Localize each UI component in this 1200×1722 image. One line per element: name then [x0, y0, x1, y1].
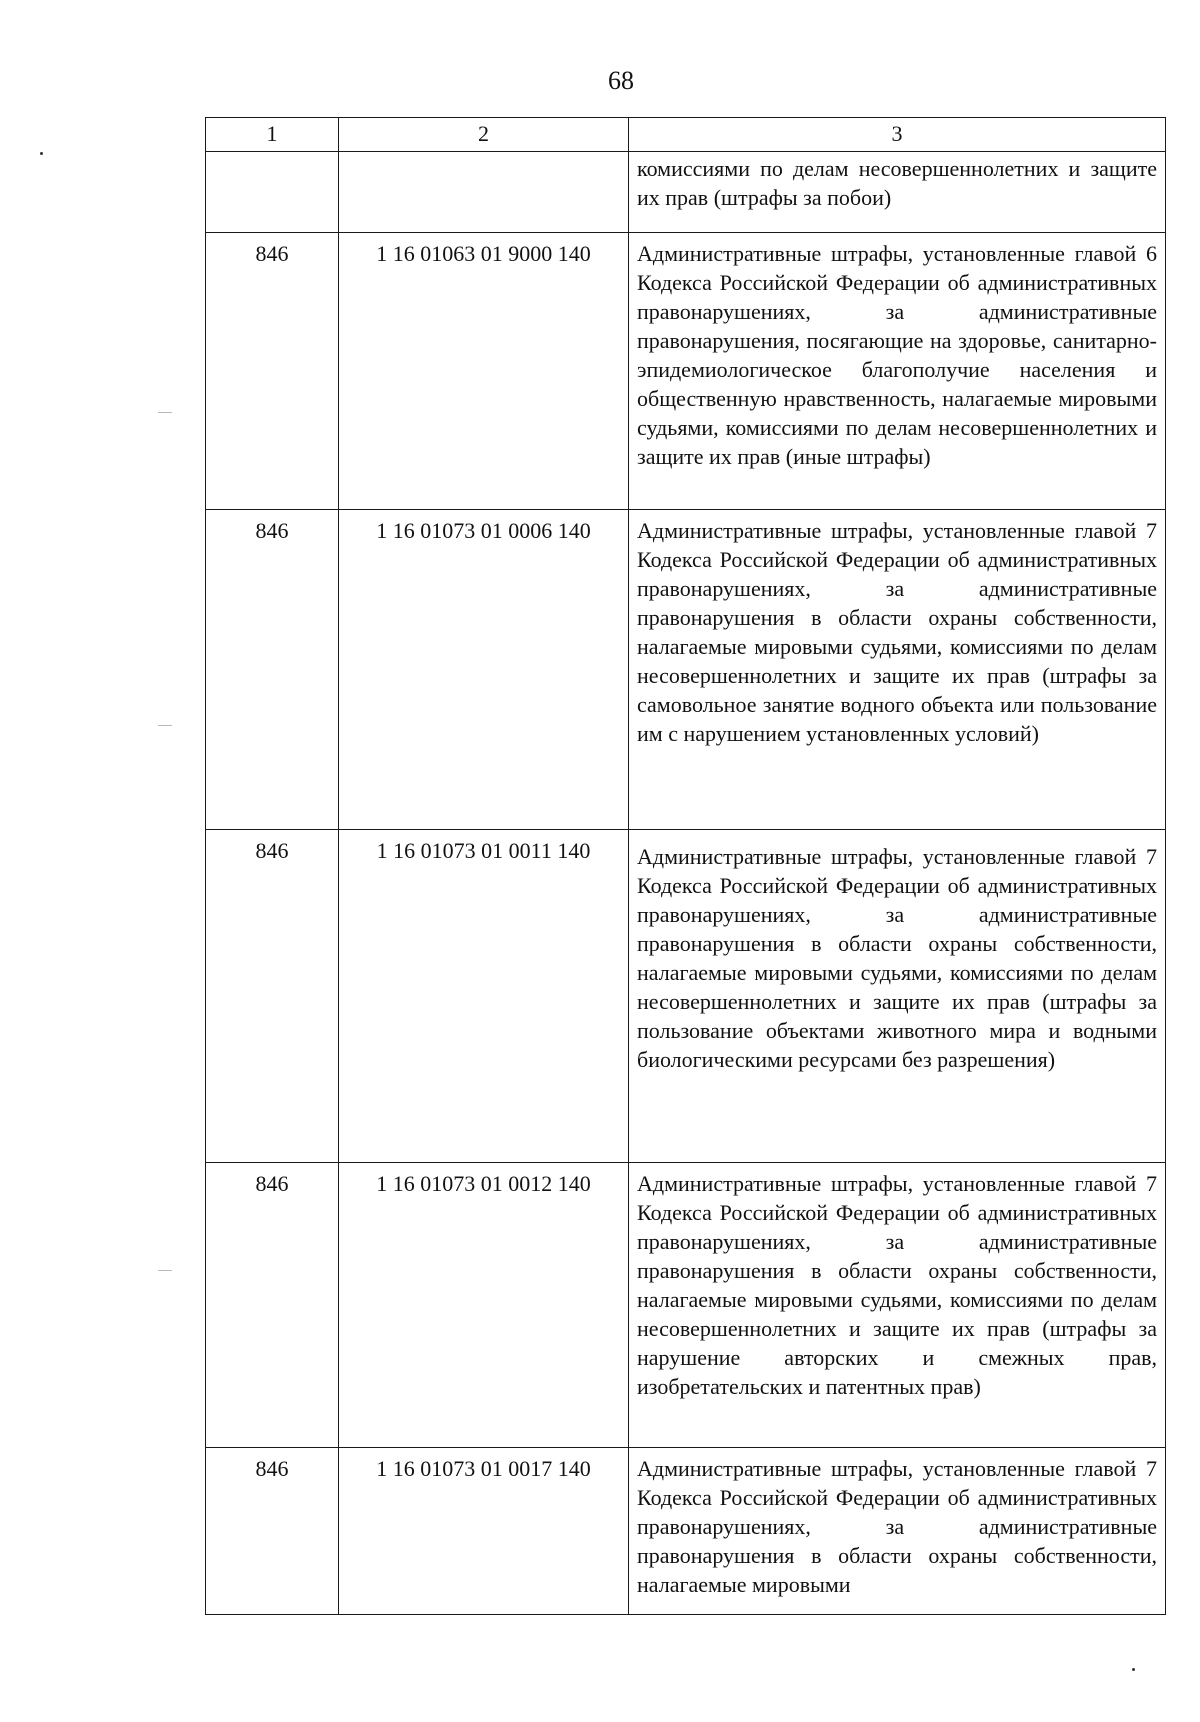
admin-code-cell: 846 — [206, 1448, 339, 1615]
admin-code-cell: 846 — [206, 233, 339, 510]
admin-code-cell: 846 — [206, 510, 339, 830]
column-header-revenue-code: 2 — [339, 118, 629, 152]
admin-code-cell — [206, 152, 339, 233]
scan-speck-bottom — [1132, 1668, 1135, 1671]
table-row — [206, 510, 1166, 830]
revenue-code-cell — [339, 152, 629, 233]
table-row — [206, 830, 1166, 1163]
revenue-code-cell: 1 16 01073 01 0012 140 — [339, 1163, 629, 1448]
table-row — [206, 152, 1166, 233]
description-cell: Административные штрафы, установленные главой 6 Кодекса Российской Федерации об административных правонарушениях, за административные правонарушения, посягающие на здоровье, санитарно-эпидемиологическое благополучие населения и общественную нравственность, налагаемые мировыми судьями, комиссиями по делам несовершеннолетних и защите их прав (иные штрафы) — [629, 233, 1166, 510]
table-row — [206, 1448, 1166, 1615]
revenue-code-cell: 1 16 01073 01 0006 140 — [339, 510, 629, 830]
page-number: 68 — [608, 66, 634, 95]
table-row — [206, 233, 1166, 510]
scan-margin-line — [158, 725, 172, 726]
revenue-codes-table — [205, 117, 1166, 1615]
table-row — [206, 1163, 1166, 1448]
scan-speck-left — [40, 152, 43, 155]
table-header-row — [206, 118, 1166, 152]
description-cell: Административные штрафы, установленные главой 7 Кодекса Российской Федерации об административных правонарушениях, за административные правонарушения в области охраны собственности, налагаемые мировыми — [629, 1448, 1166, 1615]
scan-margin-line — [158, 1270, 172, 1271]
description-cell: комиссиями по делам несовершеннолетних и защите их прав (штрафы за побои) — [629, 152, 1166, 233]
scan-margin-line — [158, 412, 172, 413]
revenue-code-cell: 1 16 01073 01 0011 140 — [339, 830, 629, 1163]
description-cell: Административные штрафы, установленные главой 7 Кодекса Российской Федерации об административных правонарушениях, за административные правонарушения в области охраны собственности, налагаемые мировыми судьями, комиссиями по делам несовершеннолетних и защите их прав (штрафы за нарушение авторских и смежных прав, изобретательских и патентных прав) — [629, 1163, 1166, 1448]
description-cell: Административные штрафы, установленные главой 7 Кодекса Российской Федерации об административных правонарушениях, за административные правонарушения в области охраны собственности, налагаемые мировыми судьями, комиссиями по делам несовершеннолетних и защите их прав (штрафы за пользование объектами животного мира и водными биологическими ресурсами без разрешения) — [629, 830, 1166, 1163]
admin-code-cell: 846 — [206, 830, 339, 1163]
column-header-description: 3 — [629, 118, 1166, 152]
revenue-code-cell: 1 16 01073 01 0017 140 — [339, 1448, 629, 1615]
column-header-admin-code: 1 — [206, 118, 339, 152]
description-cell: Административные штрафы, установленные главой 7 Кодекса Российской Федерации об административных правонарушениях, за административные правонарушения в области охраны собственности, налагаемые мировыми судьями, комиссиями по делам несовершеннолетних и защите их прав (штрафы за самовольное занятие водного объекта или пользование им с нарушением установленных условий) — [629, 510, 1166, 830]
revenue-code-cell: 1 16 01063 01 9000 140 — [339, 233, 629, 510]
admin-code-cell: 846 — [206, 1163, 339, 1448]
